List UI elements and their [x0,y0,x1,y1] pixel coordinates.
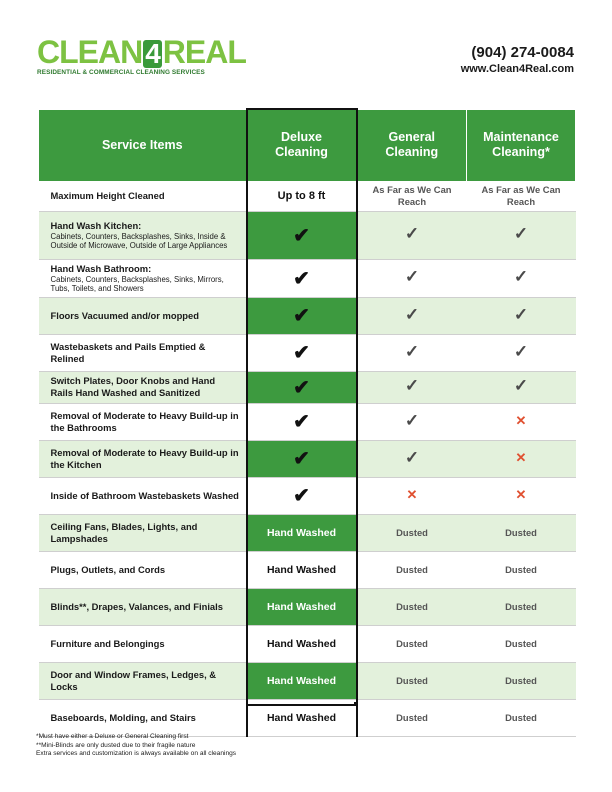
table-row [39,625,576,662]
checkmark-icon: ✓ [404,267,420,286]
checkmark-icon: ✓ [513,224,529,243]
checkmark-icon: ✓ [404,376,420,395]
deluxe-cell [247,440,357,477]
service-item-cell [39,211,247,259]
maintenance-value: Dusted [505,674,537,686]
service-item-cell [39,334,247,371]
cross-icon: ✕ [406,487,418,502]
maintenance-cell [467,334,576,371]
checkmark-icon: ✓ [513,267,529,286]
general-value: Dusted [396,674,428,686]
table-header-row [39,109,576,181]
service-item-label: Wastebaskets and Pails Emptied & Relined [50,340,206,364]
logo-wordmark [37,34,246,70]
deluxe-cell [247,259,357,297]
phone-number[interactable]: (904) 274-0084 [471,44,574,61]
maintenance-cell [467,699,576,736]
service-item-cell [39,588,247,625]
general-value: Dusted [396,563,428,575]
general-value: Dusted [396,526,428,538]
cross-icon: ✕ [515,487,527,502]
service-item-label: Removal of Moderate to Heavy Build-up in the Kitchen [50,446,239,470]
service-item-label: Inside of Bathroom Wastebaskets Washed [50,489,239,501]
general-cell [357,440,467,477]
general-cell [357,297,467,334]
checkmark-icon: ✔ [293,342,310,364]
header-maintenance: Maintenance Cleaning* [467,109,576,181]
deluxe-cell [247,403,357,440]
cross-icon: ✕ [515,413,527,428]
service-item-label: Blinds**, Drapes, Valances, and Finials [50,600,223,612]
service-item-label: Floors Vacuumed and/or mopped [50,309,199,321]
service-comparison-table [38,108,576,737]
general-value: Dusted [396,711,428,723]
checkmark-icon: ✓ [404,304,420,324]
deluxe-cell [247,514,357,551]
checkmark-icon: ✔ [293,411,310,433]
table-row [39,211,576,259]
header-general: General Cleaning [357,109,467,181]
logo-word-four: 4 [145,38,160,69]
checkmark-icon: ✓ [404,224,420,243]
general-cell [357,514,467,551]
checkmark-icon: ✔ [293,485,310,507]
header-deluxe: Deluxe Cleaning [247,109,357,181]
deluxe-value: Hand Washed [266,674,337,687]
footnote: Extra services and customization is always available on all cleanings [36,750,237,757]
general-cell [357,477,467,514]
maintenance-value: Dusted [505,600,537,612]
general-cell [357,403,467,440]
checkmark-icon: ✔ [293,267,310,290]
checkmark-icon: ✓ [404,410,420,430]
maintenance-value: Dusted [505,526,537,538]
table-row [39,662,576,699]
deluxe-value: Hand Washed [266,637,337,650]
deluxe-cell [247,477,357,514]
cross-icon: ✕ [515,450,527,465]
service-item-label: Door and Window Frames, Ledges, & Locks [50,668,217,692]
table-row [39,588,576,625]
service-item-label: Maximum Height Cleaned [50,190,165,201]
table-row [39,371,576,403]
general-value: Dusted [396,600,428,612]
deluxe-value: Hand Washed [266,711,337,724]
table-row [39,440,576,477]
checkmark-icon: ✓ [513,376,529,395]
service-item-label: Removal of Moderate to Heavy Build-up in the Bathrooms [50,409,239,433]
maintenance-value: Dusted [505,711,537,723]
service-item-cell [39,440,247,477]
general-cell [357,551,467,588]
service-item-cell [39,514,247,551]
table-row [39,403,576,440]
service-item-cell [39,181,247,211]
checkmark-icon: ✓ [513,341,529,361]
general-cell [357,371,467,403]
deluxe-value: Hand Washed [266,526,337,539]
logo-tagline: RESIDENTIAL & COMMERCIAL CLEANING SERVICES [37,69,205,76]
maintenance-cell [467,259,576,297]
footnote: **Mini-Blinds are only dusted due to their fragile nature [36,741,196,749]
deluxe-column-frame-bottom [246,702,356,706]
deluxe-cell [247,588,357,625]
maintenance-cell [467,477,576,514]
deluxe-value: Hand Washed [266,600,337,613]
deluxe-cell [247,334,357,371]
deluxe-cell [247,211,357,259]
header-service-items: Service Items [39,109,247,181]
general-cell [357,588,467,625]
checkmark-icon: ✓ [404,447,420,467]
checkmark-icon: ✓ [513,304,529,324]
table-row [39,551,576,588]
maintenance-cell [467,588,576,625]
general-cell [357,259,467,297]
service-item-label: Hand Wash Kitchen: [50,219,142,231]
deluxe-cell [247,181,357,211]
deluxe-cell [247,551,357,588]
deluxe-value: Up to 8 ft [277,190,326,202]
footnotes [36,733,236,759]
table-row [39,334,576,371]
website-link[interactable]: www.Clean4Real.com [460,63,574,75]
maintenance-cell [467,297,576,334]
service-item-label: Furniture and Belongings [50,637,165,649]
maintenance-cell [467,371,576,403]
service-item-label: Switch Plates, Door Knobs and Hand Rails Hand Washed and Sanitized [50,375,216,398]
maintenance-cell [467,514,576,551]
checkmark-icon: ✔ [293,376,310,399]
service-item-label: Ceiling Fans, Blades, Lights, and Lampshades [50,520,198,544]
table-row [39,297,576,334]
service-item-cell [39,371,247,403]
service-item-details: Cabinets, Counters, Backsplashes, Sinks, Inside & Outside of Microwave, Outside of Large Appliances [50,231,228,250]
maintenance-value: Dusted [505,637,537,649]
checkmark-icon: ✔ [293,305,310,327]
general-cell [357,181,467,211]
table-row [39,259,576,297]
general-value: As Far as We Can Reach [372,184,452,207]
contact-info [461,44,574,75]
service-item-label: Plugs, Outlets, and Cords [50,563,166,575]
general-cell [357,211,467,259]
deluxe-cell [247,625,357,662]
general-value: Dusted [396,637,428,649]
service-item-cell [39,551,247,588]
maintenance-cell [467,625,576,662]
footnote: *Must have either a Deluxe or General Cleaning first [36,733,189,740]
service-item-cell [39,625,247,662]
service-item-cell [39,259,247,297]
checkmark-icon: ✔ [293,448,310,470]
company-logo [37,34,246,76]
logo-word-real: REAL [162,34,246,70]
checkmark-icon: ✓ [404,341,420,361]
checkmark-icon: ✔ [293,224,310,247]
service-item-label: Baseboards, Molding, and Stairs [50,711,196,723]
general-cell [357,699,467,736]
maintenance-cell [467,181,576,211]
maintenance-value: Dusted [505,563,537,575]
deluxe-cell [247,371,357,403]
maintenance-cell [467,440,576,477]
table-row [39,514,576,551]
general-cell [357,662,467,699]
service-item-label: Hand Wash Bathroom: [50,262,152,274]
maintenance-cell [467,211,576,259]
maintenance-cell [467,662,576,699]
maintenance-value: As Far as We Can Reach [481,184,561,207]
general-cell [357,625,467,662]
deluxe-value: Hand Washed [266,563,337,576]
deluxe-cell [247,297,357,334]
deluxe-cell [247,662,357,699]
service-item-cell [39,297,247,334]
service-item-cell [39,477,247,514]
general-cell [357,334,467,371]
maintenance-cell [467,551,576,588]
service-item-details: Cabinets, Counters, Backsplashes, Sinks, Mirrors, Tubs, Toilets, and Showers [50,274,224,293]
table-row [39,477,576,514]
maintenance-cell [467,403,576,440]
table-row [39,181,576,211]
logo-word-clean: CLEAN [37,34,143,70]
service-item-cell [39,699,247,736]
service-item-cell [39,403,247,440]
service-item-cell [39,662,247,699]
